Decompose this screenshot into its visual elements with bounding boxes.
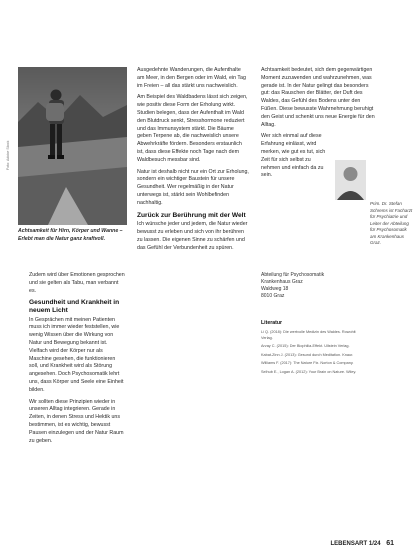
section-heading: Gesundheit und Krankheit in neuem Licht <box>29 299 120 314</box>
literature-item: Li Q. (2018): Die wertvolle Medizin des Waldes. Rowohlt Verlag. <box>261 330 356 340</box>
author-bio: Prim. Dr. Stefan Schrems ist Facharzt für Psychiatrie und Leiter der Abteilung für Psychosomatik am Krankenhaus Graz. <box>370 201 413 245</box>
paragraph: Wir sollten diese Prinzipien wieder in unseren Alltag integrieren. Gerade in Zeiten, in denen Stress und Hektik uns bestimmen, ist es wichtig, bewusst Pausen einzulegen und der Natur Raum zu geben. <box>29 398 124 444</box>
photo-credit: Foto: Adobe Stock <box>6 140 10 170</box>
paragraph: Zudem wird über Emotionen gesprochen und sie gelten als Tabu, man verbannt es. <box>29 272 125 294</box>
contact-line: Abteilung für Psychosomatik <box>261 272 325 278</box>
contact-line: 8010 Graz <box>261 293 285 299</box>
paragraph: Natur ist deshalb nicht nur ein Ort zur Erholung, sondern ein wichtiger Baustein für unsere Gesundheit. Wer regelmäßig in der Natur unterwegs ist, stärkt sein Wohlbefinden nachhaltig. <box>137 168 249 206</box>
author-portrait <box>335 160 366 200</box>
section-heading: Zurück zur Berührung mit der Welt <box>137 211 246 219</box>
magazine-name: LEBENSART 1/24 <box>330 541 381 547</box>
literature-item: Selhub E., Logan A. (2012): Your Brain on Nature. Wiley. <box>261 369 357 374</box>
literature-list <box>261 330 361 379</box>
paragraph: In Gesprächen mit meinen Patienten muss ich immer wieder feststellen, wie wenig Wissen über die Wirkung von Natur und Bewegung bekannt ist. Vielfach wird der Körper nur als Maschine gesehen, die funktionieren soll, und Krankheit wird als Störung angesehen. Doch Psychosomatik lehrt uns, dass Körper und Seele eine Einheit bilden. <box>29 316 124 393</box>
contact-line: Waldweg 18 <box>261 286 289 292</box>
paragraph: Am Beispiel des Waldbadens lässt sich zeigen, wie positiv diese Form der Erholung wirkt. Studien belegen, dass der Aufenthalt im Wald den Blutdruck senkt, Stresshormone reduziert und das Immunsystem stärkt. Die Bäume geben Terpene ab, die nachweislich unsere Abwehrkräfte fördern. Besonders erstaunlich ist, dass diese Effekte noch Tage nach dem Waldbesuch messbar sind. <box>137 94 248 163</box>
literature-item: Williams F. (2017): The Nature Fix. Norton & Company. <box>261 361 354 366</box>
article-photo <box>18 67 127 225</box>
column-2 <box>137 67 249 256</box>
contact-line: Krankenhaus Graz <box>261 279 303 285</box>
paragraph: Achtsamkeit bedeutet, sich dem gegenwärtigen Moment zuzuwenden und wahrzunehmen, was gerade ist. In der Natur gelingt das besonders gut: das Rauschen der Blätter, der Duft des Waldes, das Gefühl des Bodens unter den Füßen. Diese bewusste Wahrnehmung beruhigt den Geist und schenkt uns neue Energie für den Alltag. <box>261 67 375 128</box>
literature-title: Literatur <box>261 320 283 326</box>
literature-item: Arvay C. (2015): Der Biophilia-Effekt. Ullstein Verlag. <box>261 344 350 349</box>
paragraph: Ich wünsche jeder und jedem, die Natur wieder bewusst zu erleben und sich von ihr berühren zu lassen. Die eigenen Sinne zu schärfen und das Gefühl der Verbundenheit zu spüren. <box>137 221 248 251</box>
page-footer <box>331 540 394 547</box>
page-number: 61 <box>386 540 394 547</box>
column-1 <box>29 272 125 449</box>
contact-block <box>261 272 341 300</box>
paragraph: Ausgedehnte Wanderungen, die Aufenthalte am Meer, in den Bergen oder im Wald, ein Tag im Freien – all das stärkt uns nachweislich. <box>137 67 246 89</box>
paragraph: Wer sich einmal auf diese Erfahrung einlässt, wird merken, wie gut es tut, sich Zeit für sich selbst zu nehmen und einfach da zu sein. <box>261 133 326 179</box>
hiker-photo-illustration <box>18 67 127 225</box>
photo-caption: Achtsamkeit für Hirn, Körper und Wanne – Erlebt man die Natur ganz kraftvoll. <box>18 228 123 242</box>
literature-item: Kabat-Zinn J. (2013): Gesund durch Meditation. Knaur. <box>261 352 354 357</box>
